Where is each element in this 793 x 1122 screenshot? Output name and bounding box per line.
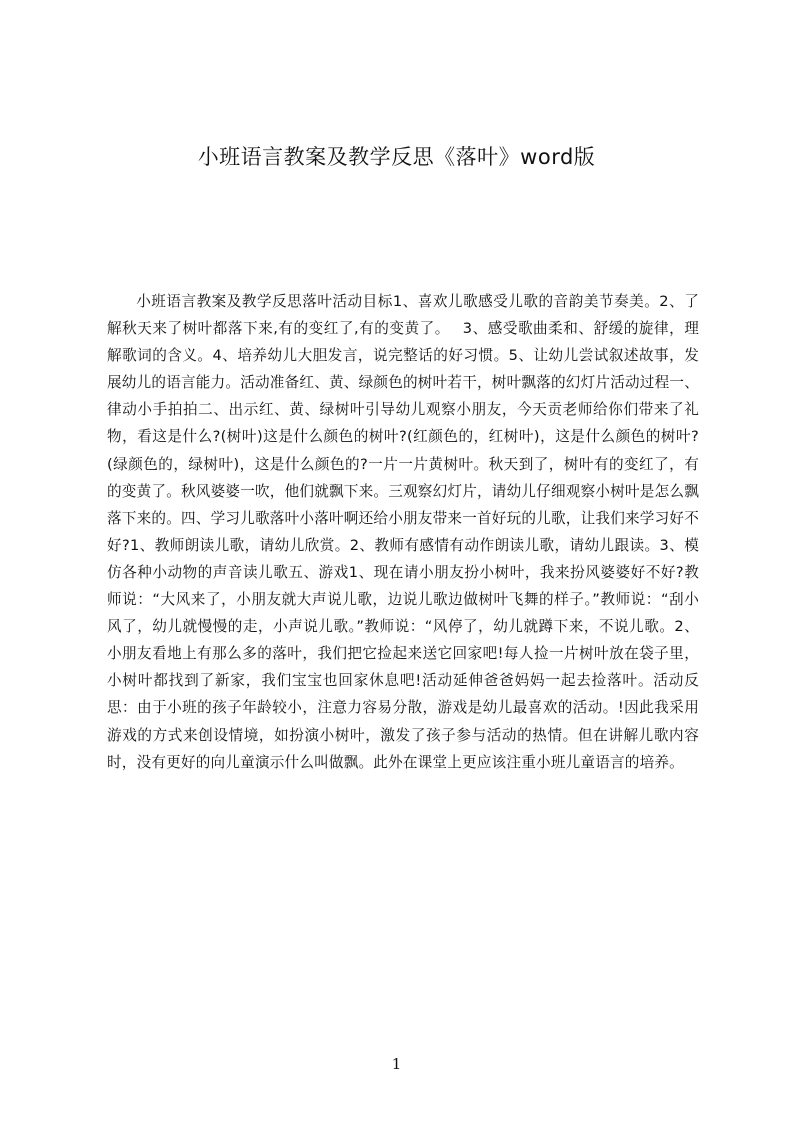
document-title: 小班语言教案及教学反思《落叶》word版 — [197, 145, 596, 169]
page-number: 1 — [391, 1055, 402, 1073]
document-body-paragraph: 小班语言教案及教学反思落叶活动目标1、喜欢儿歌感受儿歌的音韵美节奏美。2、了解秋天来了树叶都落下来,有的变红了,有的变黄了。 3、感受歌曲柔和、舒缓的旋律，理解歌词的含义。4、培养幼儿大胆发言，说完整话的好习惯。5、让幼儿尝试叙述故事，发展幼儿的语言能力。活动准备红、黄、绿颜色的树叶若干，树叶飘落的幻灯片活动过程一、律动小手拍拍二、出示红、黄、绿树叶引导幼儿观察小朋友，今天贡老师给你们带来了礼物，看这是什么?(树叶)这是什么颜色的树叶?(红颜色的，红树叶)，这是什么颜色的树叶?(绿颜色的，绿树叶)，这是什么颜色的?一片一片黄树叶。秋天到了，树叶有的变红了，有的变黄了。秋风婆婆一吹，他们就飘下来。三观察幻灯片，请幼儿仔细观察小树叶是怎么飘落下来的。四、学习儿歌落叶小落叶啊还给小朋友带来一首好玩的儿歌，让我们来学习好不好?1、教师朗读儿歌，请幼儿欣赏。2、教师有感情有动作朗读儿歌，请幼儿跟读。3、模仿各种小动物的声音读儿歌五、游戏1、现在请小朋友扮小树叶，我来扮风婆婆好不好?教师说：“大风来了，小朋友就大声说儿歌，边说儿歌边做树叶飞舞的样子。”教师说：“刮小风了，幼儿就慢慢的走，小声说儿歌。”教师说：“风停了，幼儿就蹲下来，不说儿歌。2、小朋友看地上有那么多的落叶，我们把它捡起来送它回家吧!每人捡一片树叶放在袋子里，小树叶都找到了新家，我们宝宝也回家休息吧!活动延伸爸爸妈妈一起去捡落叶。活动反思：由于小班的孩子年龄较小，注意力容易分散，游戏是幼儿最喜欢的活动。!因此我采用游戏的方式来创设情境，如扮演小树叶，激发了孩子参与活动的热情。但在讲解儿歌内容时，没有更好的向儿童演示什么叫做飘。此外在课堂上更应该注重小班儿童语言的培养。 — [107, 293, 699, 771]
